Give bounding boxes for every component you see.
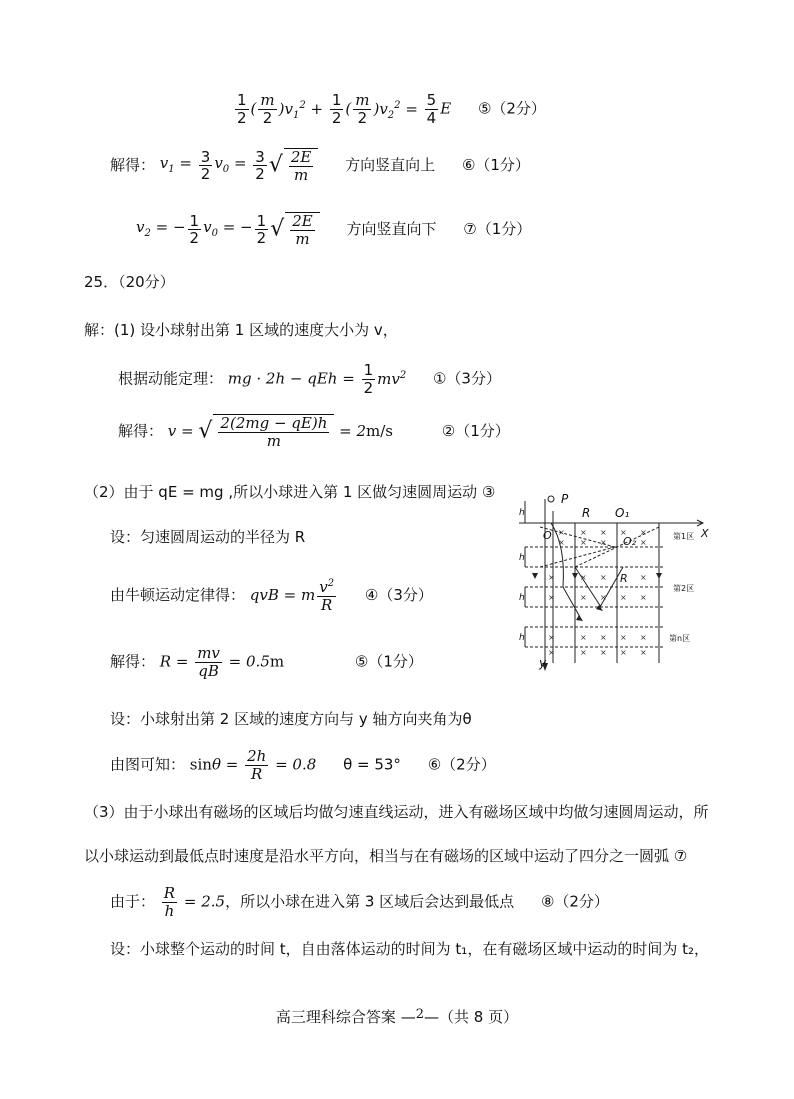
svg-text:×: ×: [558, 538, 565, 547]
svg-text:×: ×: [580, 633, 587, 642]
svg-text:×: ×: [640, 633, 647, 642]
newton-line: 由牛顿运动定律得： qvB = m $\frac{v^2}{R}$ ④（3分）: [110, 578, 433, 614]
label-o1: O₁: [615, 506, 630, 520]
newton-mark: ④（3分）: [364, 586, 433, 604]
point-p-marker: [548, 496, 554, 502]
svg-text:×: ×: [620, 633, 627, 642]
part1-intro: 解：(1) 设小球射出第 1 区域的速度大小为 v，: [84, 321, 398, 339]
svg-text:×: ×: [640, 573, 647, 582]
part3-line2: 以小球运动到最低点时速度是沿水平方向，相当与在有磁场的区域中运动了四分之一圆弧 ⑦: [84, 847, 688, 865]
svg-text:×: ×: [600, 593, 607, 602]
page-footer: [0, 1006, 794, 1027]
svg-text:×: ×: [580, 538, 587, 547]
eq6-mark: ⑥（1分）: [461, 156, 530, 174]
svg-text:×: ×: [620, 593, 627, 602]
label-h-3: h: [519, 593, 525, 603]
svg-text:×: ×: [548, 573, 555, 582]
label-zone-n: 第n区: [669, 634, 691, 643]
svg-text:×: ×: [620, 528, 627, 537]
svg-text:×: ×: [580, 648, 587, 657]
svg-text:×: ×: [548, 648, 555, 657]
speed-solution-line: 解得： v = √ $\frac{2(2mg - qE)h}{m}$ = 2m/s ②（1分）: [118, 414, 510, 450]
footer-left: 高三理科综合答案 —: [275, 1008, 416, 1026]
equation-5: $\frac{1}{2}$ ( $\frac{m}{2}$ )$v_1^2$ + $\frac{1}{2}$ ( $\frac{m}{2}$ )$v_2^2$ = $\frac{5}{4}$ E ⑤（2分）: [237, 91, 546, 127]
label-o2: O₂: [623, 535, 637, 548]
radius-mark: ⑤（1分）: [354, 652, 423, 671]
equation-6: 解得： $v_1$ = $\frac{3}{2}$ $v_0$ = $\frac{3}{2}$ √ $\frac{2E}{m}$ 方向竖直向上 ⑥（1分）: [110, 147, 530, 184]
part2-line2: 设：匀速圆周运动的半径为 R: [110, 528, 306, 546]
label-zone-2: 第2区: [673, 584, 695, 593]
equation-7: $v_2$ = − $\frac{1}{2}$ $v_0$ = − $\frac{1}{2}$ √ $\frac{2E}{m}$ 方向竖直向下 ⑦（1分）: [136, 211, 532, 248]
ratio-label: 由于：: [110, 892, 156, 911]
part3-line1: （3）由于小球出有磁场的区域后均做匀速直线运动，进入有磁场区域中均做匀速圆周运动，所: [84, 803, 709, 821]
svg-text:×: ×: [640, 528, 647, 537]
theta-value: θ = 53°: [343, 755, 401, 774]
eq5-mark: ⑤（2分）: [477, 99, 546, 118]
energy-mark: ①（3分）: [432, 369, 501, 388]
svg-text:×: ×: [600, 538, 607, 547]
footer-page-number: 2: [415, 1007, 424, 1022]
label-h-1: h: [519, 508, 525, 518]
svg-text:×: ×: [640, 648, 647, 657]
fig-mark: ⑥（2分）: [427, 755, 496, 774]
svg-text:×: ×: [600, 633, 607, 642]
ratio-line: 由于： $\frac{R}{h}$ = 2.5，所以小球在进入第 3 区域后会达到最低点 ⑧（2分）: [110, 884, 609, 920]
part3-line4: 设：小球整个运动的时间 t，自由落体运动的时间为 t₁，在有磁场区域中运动的时间为 t₂，: [110, 940, 709, 958]
svg-text:×: ×: [548, 633, 555, 642]
label-p: P: [561, 492, 569, 506]
svg-text:×: ×: [580, 593, 587, 602]
svg-text:×: ×: [600, 528, 607, 537]
svg-text:×: ×: [640, 593, 647, 602]
ratio-text: ，所以小球在进入第 3 区域后会达到最低点: [225, 892, 515, 911]
svg-text:×: ×: [580, 528, 587, 537]
eq7-note: 方向竖直向下: [346, 220, 437, 238]
eq6-note: 方向竖直向上: [345, 156, 436, 174]
energy-label: 根据动能定理：: [118, 369, 224, 388]
radius-line: 解得： R = $\frac{mv}{qB}$ = 0.5m ⑤（1分）: [110, 644, 423, 680]
svg-text:×: ×: [620, 648, 627, 657]
label-h-4: h: [519, 633, 525, 643]
fig-label: 由图可知：: [110, 755, 186, 774]
footer-right: —（共 8 页）: [423, 1008, 519, 1026]
label-r: R: [582, 506, 591, 520]
part2-line1: （2）由于 qE = mg ,所以小球进入第 1 区做匀速圆周运动 ③: [84, 483, 496, 501]
svg-text:×: ×: [558, 528, 565, 537]
trajectory-exit: [563, 587, 580, 617]
svg-text:×: ×: [600, 648, 607, 657]
speed-solve-label: 解得：: [118, 422, 164, 440]
svg-text:×: ×: [580, 573, 587, 582]
ratio-mark: ⑧（2分）: [540, 892, 609, 911]
svg-text:×: ×: [548, 593, 555, 602]
newton-label: 由牛顿运动定律得：: [110, 586, 246, 604]
label-y: y: [539, 656, 547, 670]
label-o: O: [543, 529, 552, 542]
eq6-prefix: 解得：: [110, 156, 156, 174]
svg-text:×: ×: [600, 573, 607, 582]
part2-line5: 设：小球射出第 2 区域的速度方向与 y 轴方向夹角为θ: [110, 710, 472, 728]
speed-solve-mark: ②（1分）: [441, 422, 510, 440]
label-h-2: h: [519, 553, 525, 563]
energy-theorem-line: 根据动能定理： mg · 2h − qEh = $\frac{1}{2}$ $mv^2$ ①（3分）: [118, 361, 501, 397]
label-zone-1: 第1区: [673, 532, 695, 541]
radius-label: 解得：: [110, 652, 156, 671]
label-r-inner: R: [620, 572, 628, 585]
svg-text:×: ×: [640, 538, 647, 547]
question-25-title: 25．（20分）: [84, 273, 175, 291]
eq7-mark: ⑦（1分）: [463, 220, 532, 238]
label-x: X: [701, 527, 709, 540]
magnetic-field-diagram: [505, 487, 715, 673]
sin-theta-line: 由图可知： sinθ = $\frac{2h}{R}$ = 0.8 θ = 53° ⑥（2分）: [110, 747, 496, 783]
